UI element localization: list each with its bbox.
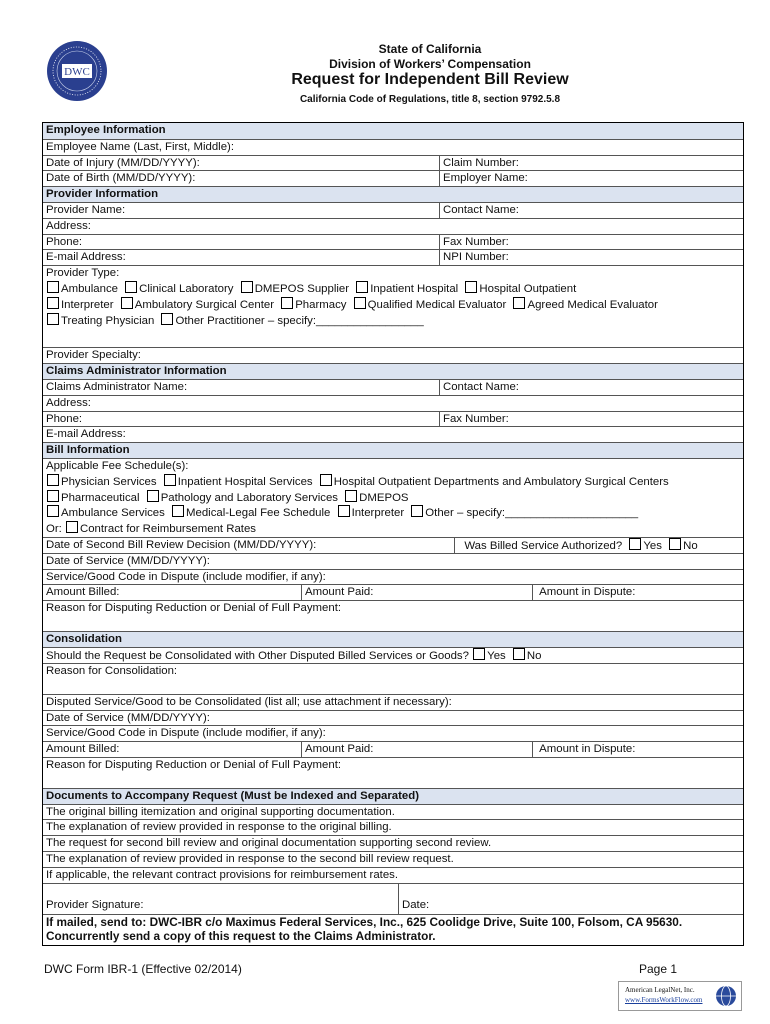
checkbox-contract-rates[interactable] bbox=[66, 521, 78, 533]
checkbox-medical-legal[interactable] bbox=[172, 505, 184, 517]
document-item: The original billing itemization and original supporting documentation. bbox=[43, 804, 743, 820]
label-other-practitioner: Other Practitioner – specify:_________________ bbox=[175, 314, 424, 327]
publisher-link[interactable]: www.FormsWorkFlow.com bbox=[625, 996, 703, 1004]
label-pharmacy: Pharmacy bbox=[295, 298, 347, 311]
page-number: Page 1 bbox=[639, 962, 678, 976]
provider-address-field[interactable]: Address: bbox=[43, 218, 743, 234]
label-inpatient-hospital: Inpatient Hospital bbox=[370, 282, 459, 295]
label-dmepos: DMEPOS bbox=[359, 491, 409, 504]
bill-amount-billed-field[interactable]: Amount Billed: bbox=[46, 586, 120, 599]
consolidation-amount-row bbox=[43, 741, 743, 757]
checkbox-pharmacy[interactable] bbox=[281, 297, 293, 309]
copy-instructions: Concurrently send a copy of this request to the Claims Administrator. bbox=[46, 929, 436, 944]
birth-date-field[interactable]: Date of Birth (MM/DD/YYYY): bbox=[46, 172, 196, 185]
bill-service-date-field[interactable]: Date of Service (MM/DD/YYYY): bbox=[43, 553, 743, 569]
checkbox-hospital-outpatient-asc[interactable] bbox=[320, 474, 332, 486]
consolidation-reason-field[interactable]: Reason for Consolidation: bbox=[43, 663, 743, 694]
provider-signature-field[interactable]: Provider Signature: bbox=[46, 898, 144, 911]
consolidation-amount-dispute-label: Amount in Dispute: bbox=[539, 743, 636, 756]
bill-reason-field[interactable]: Reason for Disputing Reduction or Denial of Full Payment: bbox=[43, 600, 743, 631]
injury-date-field[interactable]: Date of Injury (MM/DD/YYYY): bbox=[46, 156, 200, 169]
claims-contact-field[interactable]: Contact Name: bbox=[439, 380, 519, 395]
section-consolidation: Consolidation bbox=[43, 631, 743, 647]
form-identifier: DWC Form IBR-1 (Effective 02/2014) bbox=[44, 962, 242, 976]
section-provider: Provider Information bbox=[43, 186, 743, 202]
checkbox-authorized-no[interactable] bbox=[669, 538, 681, 550]
provider-type-label: Provider Type: bbox=[43, 265, 743, 281]
fee-row-3 bbox=[43, 505, 743, 521]
checkbox-ambulance-services[interactable] bbox=[47, 505, 59, 517]
employee-name-field[interactable]: Employee Name (Last, First, Middle): bbox=[43, 139, 743, 155]
provider-specialty-field[interactable]: Provider Specialty: bbox=[43, 347, 743, 363]
provider-type-row-2 bbox=[43, 297, 743, 313]
checkbox-consolidate-no[interactable] bbox=[513, 648, 525, 660]
label-pharmaceutical: Pharmaceutical bbox=[61, 491, 140, 504]
claims-email-field[interactable]: E-mail Address: bbox=[43, 426, 743, 442]
label-hospital-outpatient-asc: Hospital Outpatient Departments and Ambulatory Surgical Centers bbox=[333, 475, 669, 488]
checkbox-interpreter[interactable] bbox=[47, 297, 59, 309]
dwc-seal-logo bbox=[46, 40, 108, 102]
mailing-instructions: If mailed, send to: DWC-IBR c/o Maximus Federal Services, Inc., 625 Coolidge Drive, Suite 100, Folsom, CA 95630. bbox=[43, 914, 743, 930]
label-qme: Qualified Medical Evaluator bbox=[367, 298, 507, 311]
label-clinical-laboratory: Clinical Laboratory bbox=[139, 282, 234, 295]
checkbox-authorized-yes[interactable] bbox=[629, 538, 641, 550]
provider-type-row-3 bbox=[43, 313, 743, 329]
claims-phone-field[interactable]: Phone: bbox=[46, 412, 83, 425]
svg-text:DWC: DWC bbox=[64, 66, 90, 78]
checkbox-qme[interactable] bbox=[354, 297, 366, 309]
section-documents: Documents to Accompany Request (Must be Indexed and Separated) bbox=[43, 788, 743, 804]
checkbox-fee-other[interactable] bbox=[411, 505, 423, 517]
checkbox-other-practitioner[interactable] bbox=[161, 313, 173, 325]
checkbox-inpatient-hospital-services[interactable] bbox=[164, 474, 176, 486]
document-item: The explanation of review provided in response to the second bill review request. bbox=[43, 851, 743, 867]
employee-row-2 bbox=[43, 155, 743, 171]
or-label: Or: bbox=[46, 523, 62, 536]
agency-line-1: State of California bbox=[378, 42, 482, 56]
document-item: The request for second bill review and original documentation supporting second review. bbox=[43, 835, 743, 851]
consolidation-question: Should the Request be Consolidated with Other Disputed Billed Services or Goods? bbox=[46, 649, 469, 662]
ibr-form bbox=[42, 122, 744, 946]
consolidation-reason2-field[interactable]: Reason for Disputing Reduction or Denial of Full Payment: bbox=[43, 757, 743, 788]
spacer bbox=[43, 328, 743, 347]
label-physician-services: Physician Services bbox=[61, 475, 157, 488]
checkbox-dmepos-supplier[interactable] bbox=[241, 281, 253, 293]
checkbox-physician-services[interactable] bbox=[47, 474, 59, 486]
bill-decision-row bbox=[43, 537, 743, 553]
consolidation-amount-billed-field[interactable]: Amount Billed: bbox=[46, 743, 120, 756]
agency-line-2: Division of Workers’ Compensation bbox=[329, 57, 531, 71]
checkbox-pathology-lab[interactable] bbox=[147, 490, 159, 502]
claims-fax-field[interactable]: Fax Number: bbox=[439, 412, 509, 427]
checkbox-clinical-laboratory[interactable] bbox=[125, 281, 137, 293]
provider-fax-field[interactable]: Fax Number: bbox=[439, 235, 509, 250]
bill-amount-paid-field[interactable]: Amount Paid: bbox=[301, 585, 373, 600]
claims-row-1 bbox=[43, 379, 743, 395]
checkbox-inpatient-hospital[interactable] bbox=[356, 281, 368, 293]
claims-address-field[interactable]: Address: bbox=[43, 395, 743, 411]
label-medical-legal: Medical-Legal Fee Schedule bbox=[186, 507, 331, 520]
authorized-question bbox=[454, 538, 698, 553]
publisher-badge bbox=[618, 981, 742, 1011]
fee-schedule-label: Applicable Fee Schedule(s): bbox=[43, 458, 743, 474]
decision-date-field[interactable]: Date of Second Bill Review Decision (MM/DD/YYYY): bbox=[46, 538, 317, 551]
label-ambulatory-surgical-center: Ambulatory Surgical Center bbox=[134, 298, 275, 311]
claims-row-3 bbox=[43, 411, 743, 427]
checkbox-treating-physician[interactable] bbox=[47, 313, 59, 325]
label-authorized-yes: Yes bbox=[643, 539, 662, 552]
consolidation-question-row bbox=[43, 647, 743, 663]
label-inpatient-hospital-services: Inpatient Hospital Services bbox=[177, 475, 313, 488]
label-dmepos-supplier: DMEPOS Supplier bbox=[254, 282, 350, 295]
label-treating-physician: Treating Physician bbox=[61, 314, 155, 327]
provider-name-field[interactable]: Provider Name: bbox=[46, 203, 126, 216]
consolidation-code-field[interactable]: Service/Good Code in Dispute (include modifier, if any): bbox=[43, 725, 743, 741]
consolidation-amount-paid-field[interactable]: Amount Paid: bbox=[301, 742, 373, 757]
bill-amount-dispute-label: Amount in Dispute: bbox=[539, 586, 636, 599]
provider-npi-field[interactable]: NPI Number: bbox=[439, 250, 509, 265]
form-title: Request for Independent Bill Review bbox=[291, 71, 569, 88]
document-item: The explanation of review provided in response to the original billing. bbox=[43, 819, 743, 835]
provider-type-row-1 bbox=[43, 281, 743, 297]
consolidation-amount-dispute-field[interactable] bbox=[532, 742, 635, 757]
checkbox-hospital-outpatient[interactable] bbox=[465, 281, 477, 293]
bill-code-field[interactable]: Service/Good Code in Dispute (include modifier, if any): bbox=[43, 569, 743, 585]
signature-row bbox=[43, 883, 743, 914]
provider-phone-field[interactable]: Phone: bbox=[46, 235, 83, 248]
document-item: If applicable, the relevant contract provisions for reimbursement rates. bbox=[43, 867, 743, 883]
section-claims-administrator: Claims Administrator Information bbox=[43, 363, 743, 379]
checkbox-pharmaceutical[interactable] bbox=[47, 490, 59, 502]
fee-row-2 bbox=[43, 490, 743, 506]
checkbox-dmepos[interactable] bbox=[345, 490, 357, 502]
signature-date-label: Date: bbox=[402, 898, 430, 911]
regulation-citation: California Code of Regulations, title 8, section 9792.5.8 bbox=[299, 94, 561, 105]
label-consolidate-no: No bbox=[526, 649, 542, 662]
claims-admin-name-field[interactable]: Claims Administrator Name: bbox=[46, 380, 188, 393]
provider-row-1 bbox=[43, 202, 743, 218]
checkbox-ame[interactable] bbox=[513, 297, 525, 309]
consolidation-disputed-field[interactable]: Disputed Service/Good to be Consolidated (list all; use attachment if necessary): bbox=[43, 694, 743, 710]
authorized-label: Was Billed Service Authorized? bbox=[464, 539, 623, 552]
label-authorized-no: No bbox=[683, 539, 698, 552]
claim-number-field[interactable]: Claim Number: bbox=[439, 156, 519, 171]
bill-amount-row bbox=[43, 584, 743, 600]
provider-email-field[interactable]: E-mail Address: bbox=[46, 251, 126, 264]
globe-icon bbox=[715, 985, 737, 1007]
employee-row-3 bbox=[43, 170, 743, 186]
label-ame: Agreed Medical Evaluator bbox=[527, 298, 658, 311]
label-fee-other: Other – specify:_____________________ bbox=[425, 507, 639, 520]
label-hospital-outpatient: Hospital Outpatient bbox=[479, 282, 577, 295]
fee-row-4 bbox=[43, 521, 743, 537]
checkbox-fee-interpreter[interactable] bbox=[338, 505, 350, 517]
publisher-name: American LegalNet, Inc. bbox=[625, 986, 695, 994]
label-fee-interpreter: Interpreter bbox=[351, 507, 405, 520]
label-pathology-lab: Pathology and Laboratory Services bbox=[160, 491, 338, 504]
label-interpreter: Interpreter bbox=[61, 298, 114, 311]
section-bill-information: Bill Information bbox=[43, 442, 743, 458]
label-consolidate-yes: Yes bbox=[487, 649, 506, 662]
signature-date-field[interactable] bbox=[398, 884, 430, 914]
section-employee: Employee Information bbox=[43, 123, 743, 139]
label-ambulance: Ambulance bbox=[61, 282, 118, 295]
provider-row-4 bbox=[43, 249, 743, 265]
label-ambulance-services: Ambulance Services bbox=[61, 507, 165, 520]
label-contract-rates: Contract for Reimbursement Rates bbox=[80, 523, 256, 536]
checkbox-ambulance[interactable] bbox=[47, 281, 59, 293]
fee-row-1 bbox=[43, 474, 743, 490]
checkbox-ambulatory-surgical-center[interactable] bbox=[121, 297, 133, 309]
consolidation-service-date-field[interactable]: Date of Service (MM/DD/YYYY): bbox=[43, 710, 743, 726]
checkbox-consolidate-yes[interactable] bbox=[473, 648, 485, 660]
employer-name-field[interactable]: Employer Name: bbox=[439, 171, 528, 186]
provider-row-3 bbox=[43, 234, 743, 250]
provider-contact-field[interactable]: Contact Name: bbox=[439, 203, 519, 218]
bill-amount-dispute-field[interactable] bbox=[532, 585, 635, 600]
